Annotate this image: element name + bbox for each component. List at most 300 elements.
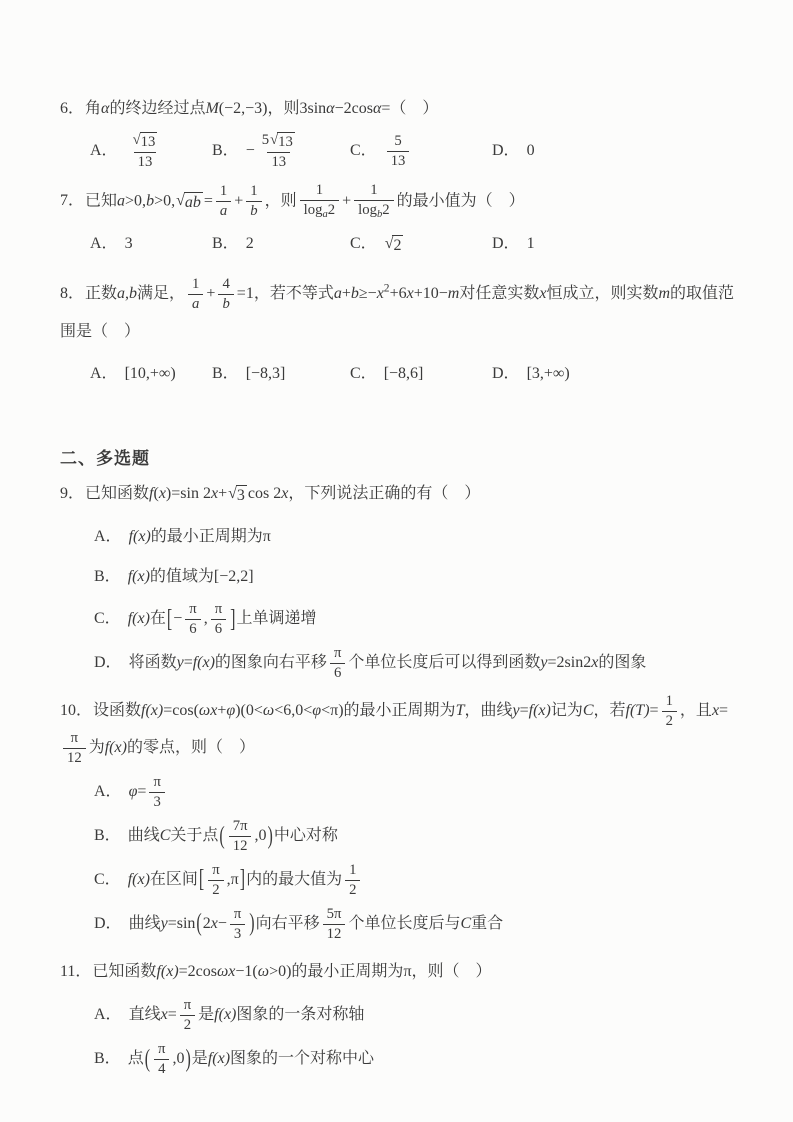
option-label: D． (94, 914, 122, 932)
fraction-denominator (354, 200, 393, 221)
math-run: [−8,3] (245, 364, 286, 382)
text-run: 图象的一个对称中心 (230, 1050, 375, 1068)
fraction (188, 276, 203, 313)
math-run: −1( (235, 962, 258, 980)
option-label: B． (212, 235, 239, 253)
radical-sign: √ (132, 132, 141, 149)
math-run: π (233, 905, 242, 922)
fraction-numerator (662, 693, 677, 711)
math-run: π (189, 600, 197, 617)
math-run: [10,+∞) (124, 364, 176, 382)
text-run: 正数 (85, 284, 118, 302)
option-D (492, 141, 741, 162)
math-run: + (234, 191, 244, 209)
math-run: ,0 (254, 827, 267, 845)
fraction-denominator (149, 792, 164, 811)
fraction-denominator (180, 1015, 195, 1034)
math-run: )(0< (235, 701, 263, 719)
math-variable: x (711, 701, 720, 719)
fraction-denominator (218, 294, 233, 313)
math-variable: ωx (198, 701, 218, 719)
section-2 (60, 444, 741, 1078)
options-list (60, 997, 741, 1078)
math-variable: y (176, 653, 184, 671)
math-run: 2 (665, 712, 673, 729)
math-variable: b (129, 284, 138, 302)
math-run: π (262, 527, 271, 545)
fraction-numerator (154, 1041, 169, 1059)
fraction (258, 132, 300, 171)
fraction (218, 276, 233, 313)
math-run: 6 (214, 620, 223, 637)
math-run: 3 (124, 235, 133, 253)
math-run: − (173, 610, 183, 628)
math-run: π (212, 861, 220, 878)
math-run: =（ ） (381, 100, 439, 117)
text-run: 的图象向右平移 (214, 653, 327, 671)
fraction-denominator (387, 151, 410, 170)
radical-sign: √ (176, 191, 185, 209)
fraction-denominator (63, 748, 86, 767)
option-label: C． (350, 364, 377, 382)
math-run: 13 (137, 154, 153, 171)
math-variable: f(x) (156, 962, 179, 980)
math-run: 1 (192, 275, 200, 292)
radicand: 2 (393, 237, 402, 255)
question-stem (60, 182, 741, 221)
math-variable: b (350, 284, 359, 302)
option-label: C． (94, 610, 121, 628)
text-run: ，若 (593, 701, 626, 719)
option-label: C． (350, 235, 377, 253)
text-run: 个单位长度后可以得到函数 (348, 653, 541, 671)
option-label: B． (94, 1050, 121, 1068)
big-bracket: ] (230, 605, 236, 633)
math-variable: x (210, 914, 218, 932)
fraction-numerator (128, 132, 163, 152)
math-variable: ωx (217, 962, 236, 980)
math-run: π (183, 997, 192, 1014)
option-B (212, 364, 350, 385)
math-variable: a (117, 191, 126, 209)
option-B (94, 560, 741, 594)
fraction-numerator (345, 862, 360, 880)
math-run: =sin (167, 914, 196, 932)
math-run: −2cos (334, 100, 373, 117)
option-B (212, 234, 350, 255)
fraction-numerator (258, 132, 300, 152)
text-run: 直线 (128, 1006, 161, 1024)
math-run: , (203, 610, 208, 628)
math-run: = (649, 701, 659, 719)
math-run: 7π (232, 818, 248, 835)
math-run: + (341, 284, 351, 302)
option-label: D． (94, 653, 122, 671)
fraction (154, 1041, 169, 1078)
fraction-numerator (185, 601, 200, 619)
math-run: = (167, 1006, 177, 1024)
math-run: 2 (202, 914, 211, 932)
math-variable: φ (312, 701, 322, 719)
math-run: π (70, 730, 79, 747)
math-run: 5π (326, 905, 342, 922)
option-B (94, 818, 741, 855)
math-run: 1 (665, 692, 673, 709)
math-variable: f(x) (127, 610, 150, 628)
text-run: 的最小正周期为 (150, 527, 263, 545)
question-6 (60, 90, 741, 172)
math-variable: a (117, 284, 126, 302)
math-variable: f(x) (127, 568, 150, 586)
math-run: >0, (154, 191, 176, 209)
section-1 (60, 90, 741, 394)
text-run: 的终边经过点 (109, 100, 206, 117)
subscript: b (376, 208, 383, 220)
math-run: 1 (250, 182, 258, 199)
math-run: π (403, 962, 412, 980)
math-run: + (342, 191, 352, 209)
question-number: 8． (60, 284, 85, 302)
math-run: 13 (271, 154, 287, 171)
math-run: ,0 (172, 1050, 185, 1068)
fraction (216, 183, 231, 220)
option-D (492, 364, 741, 385)
fraction-numerator (67, 730, 82, 748)
math-variable: x (281, 485, 289, 503)
text-run: ，且 (679, 701, 712, 719)
question-stem (60, 692, 741, 768)
text-run: 的零点，则（ ） (126, 739, 255, 757)
question-number: 10． (60, 701, 93, 719)
big-bracket: [ (198, 866, 205, 893)
fraction (63, 730, 86, 767)
option-C (94, 862, 741, 899)
option-label: C． (350, 142, 377, 160)
math-run: , (125, 284, 130, 302)
math-run: <π) (321, 701, 344, 719)
math-run: cos 2 (247, 485, 282, 503)
math-run: = (519, 701, 529, 719)
math-run: = (719, 701, 729, 719)
fraction-numerator (246, 183, 261, 201)
text-run: 设函数 (93, 701, 142, 719)
option-label: B． (212, 364, 239, 382)
option-label: B． (94, 827, 121, 845)
text-run: 中心对称 (273, 827, 338, 845)
option-A (90, 364, 212, 385)
option-label: C． (94, 870, 121, 888)
radical (133, 132, 158, 151)
math-run: [3,+∞) (526, 364, 570, 382)
option-D (94, 906, 741, 943)
question-number: 6． (60, 100, 85, 117)
math-variable: f(x) (104, 739, 127, 757)
fraction-denominator (216, 201, 231, 220)
options-list (60, 225, 741, 265)
math-variable: f(x) (192, 653, 215, 671)
math-variable: x (539, 284, 547, 302)
text-run: ，则 (267, 100, 300, 117)
math-run: − (217, 914, 227, 932)
text-run: 已知 (85, 191, 118, 209)
options-list (60, 354, 741, 394)
text-run: 曲线 (127, 827, 160, 845)
option-label: B． (94, 568, 121, 586)
math-run: = (137, 783, 147, 801)
text-run: ，若不等式 (253, 284, 334, 302)
math-run: − (245, 142, 255, 160)
fraction (230, 906, 245, 943)
math-run: π (153, 774, 161, 791)
text-run: 的最小值为（ ） (396, 191, 525, 209)
text-run: 将函数 (128, 653, 177, 671)
fraction (330, 645, 345, 682)
math-run: 3sin (299, 100, 327, 117)
math-variable: y (540, 653, 548, 671)
math-variable: m (447, 284, 460, 302)
option-A (90, 132, 212, 171)
fraction (180, 997, 195, 1034)
fraction-denominator (211, 619, 226, 638)
math-variable: x (210, 485, 219, 503)
option-B (94, 1041, 741, 1078)
math-run: +10− (413, 284, 448, 302)
math-variable: f(T) (625, 701, 650, 719)
math-run: 2 (212, 881, 220, 898)
text-run: 曲线 (128, 914, 161, 932)
question-number: 9． (60, 485, 85, 503)
math-variable: a (192, 295, 200, 312)
fraction-denominator (300, 200, 339, 221)
options-list (60, 774, 741, 942)
math-variable: T (455, 701, 465, 719)
math-run: 2 (245, 235, 254, 253)
math-variable: ω (257, 962, 270, 980)
math-variable: C (159, 827, 171, 845)
text-run: 是 (198, 1006, 215, 1024)
fraction (323, 906, 346, 943)
text-run: 个单位长度后与 (348, 914, 461, 932)
math-variable: f(x) (128, 527, 151, 545)
fraction-denominator (345, 880, 360, 899)
radical (270, 132, 295, 151)
math-variable: φ (226, 701, 236, 719)
text-run: 在区间 (149, 870, 198, 888)
math-run: ( (153, 485, 159, 503)
options-list (60, 520, 741, 682)
math-variable: C (582, 701, 594, 719)
text-run: ，曲线 (464, 701, 513, 719)
math-variable: x (158, 485, 166, 503)
text-run: 的值域为 (149, 568, 214, 586)
math-run: π (214, 600, 223, 617)
math-run: [−2,2] (213, 568, 254, 586)
math-run: 12 (326, 925, 342, 942)
option-B (212, 132, 350, 171)
fraction-numerator (211, 601, 226, 619)
fraction (345, 862, 360, 899)
math-run: log (358, 201, 377, 218)
question-10 (60, 692, 741, 943)
option-label: D． (492, 364, 520, 382)
option-A (94, 520, 741, 554)
math-run: ,π (226, 870, 239, 888)
question-stem (60, 953, 741, 991)
math-run: 12 (232, 837, 248, 854)
math-run: 2 (327, 201, 336, 218)
math-run: 2 (382, 201, 390, 218)
fraction-numerator (330, 645, 345, 663)
math-run: 3 (153, 794, 161, 811)
math-run: )=sin 2 (165, 485, 211, 503)
fraction (387, 133, 410, 170)
math-variable: f (149, 485, 154, 503)
option-label: A． (94, 527, 122, 545)
big-bracket: ) (249, 910, 255, 937)
question-11 (60, 953, 741, 1078)
option-label: A． (90, 235, 118, 253)
math-variable: x (160, 1006, 168, 1024)
math-run: 4 (222, 275, 230, 292)
math-variable: x (406, 284, 414, 302)
fraction-denominator (154, 1059, 169, 1078)
fraction-numerator (323, 906, 346, 924)
text-run: 恒成立，则实数 (546, 284, 659, 302)
math-variable: b (146, 191, 155, 209)
math-variable: f(x) (214, 1006, 237, 1024)
fraction-numerator (230, 906, 245, 924)
math-run: =1 (236, 284, 254, 302)
math-run: π (158, 1040, 166, 1057)
math-run: >0, (125, 191, 147, 209)
subscript: a (322, 208, 328, 220)
fraction-denominator (230, 924, 245, 943)
question-stem (60, 475, 741, 513)
option-label: A． (90, 142, 118, 160)
option-C (350, 133, 492, 170)
math-run: 2 (349, 881, 357, 898)
question-9 (60, 475, 741, 681)
text-run: ，则（ ） (411, 962, 492, 980)
math-run: 5 (261, 132, 270, 149)
text-run: 的取值范围是（ ） (60, 284, 735, 340)
math-variable: b (250, 202, 258, 219)
math-variable: C (460, 914, 472, 932)
radical (176, 192, 203, 212)
options-list (60, 132, 741, 172)
text-run: 满足， (137, 284, 186, 302)
option-label: B． (212, 142, 239, 160)
question-8 (60, 275, 741, 394)
radical-sign: √ (384, 235, 394, 253)
math-variable: ω (262, 701, 275, 719)
text-run: 已知函数 (85, 485, 150, 503)
math-run: 3 (233, 925, 242, 942)
big-bracket: ) (185, 1045, 191, 1073)
fraction-denominator (323, 924, 346, 943)
text-run: 是 (191, 1050, 208, 1068)
math-run: 2 (183, 1017, 192, 1034)
math-run: 1 (370, 181, 378, 198)
math-variable: α (372, 100, 382, 117)
math-variable: f(x) (127, 870, 150, 888)
math-run: 1 (349, 861, 357, 878)
math-variable: m (658, 284, 671, 302)
text-run: 点 (127, 1050, 144, 1068)
fraction-denominator (134, 152, 157, 171)
big-bracket: ( (196, 910, 202, 937)
fraction-numerator (180, 997, 195, 1015)
text-run: 的最小正周期为 (291, 962, 404, 980)
option-C (350, 234, 492, 255)
math-run: 6 (333, 664, 342, 681)
math-run: [−8,6] (383, 364, 424, 382)
superscript: 2 (383, 282, 390, 295)
math-variable: M (205, 100, 219, 117)
fraction (211, 601, 226, 638)
option-A (90, 234, 212, 255)
fraction (149, 774, 164, 811)
fraction-denominator (188, 294, 203, 313)
fraction-denominator (208, 880, 223, 899)
question-stem (60, 275, 741, 350)
text-run: 关于点 (170, 827, 219, 845)
math-run: 6 (189, 620, 197, 637)
math-variable: α (326, 100, 335, 117)
fraction-numerator (366, 182, 381, 200)
fraction-numerator (229, 818, 252, 836)
math-variable: f(x) (207, 1050, 231, 1068)
fraction-numerator (390, 133, 405, 151)
big-bracket: ( (219, 822, 225, 850)
radical-sign: √ (270, 132, 279, 149)
question-number: 7． (60, 191, 85, 209)
fraction (128, 132, 163, 171)
math-run: >0) (269, 962, 292, 980)
text-run: 向右平移 (255, 914, 320, 932)
math-run: + (218, 485, 228, 503)
math-run: π (333, 644, 342, 661)
text-run: 记为 (550, 701, 583, 719)
option-D (492, 234, 741, 255)
math-run: =2sin2 (547, 653, 592, 671)
fraction (208, 862, 223, 899)
question-number: 11． (60, 962, 92, 980)
fraction-numerator (208, 862, 223, 880)
option-C (350, 364, 492, 385)
math-run: log (303, 201, 323, 218)
option-C (94, 601, 741, 638)
math-variable: α (101, 100, 110, 117)
text-run: 为 (88, 739, 105, 757)
fraction (185, 601, 200, 638)
question-7 (60, 182, 741, 265)
fraction-numerator (188, 276, 203, 294)
big-bracket: ] (239, 866, 246, 893)
text-run: 重合 (471, 914, 504, 932)
math-run: (−2,−3) (218, 100, 268, 117)
text-run: 内的最大值为 (246, 870, 343, 888)
fraction-numerator (149, 774, 164, 792)
radical (385, 235, 404, 255)
text-run: 图象的一条对称轴 (236, 1006, 365, 1024)
option-label: D． (492, 235, 520, 253)
fraction-denominator (330, 663, 345, 682)
math-run: = (183, 653, 193, 671)
text-run: 在 (149, 610, 166, 628)
math-run: <6,0< (274, 701, 313, 719)
text-run: 的最小正周期为 (343, 701, 456, 719)
